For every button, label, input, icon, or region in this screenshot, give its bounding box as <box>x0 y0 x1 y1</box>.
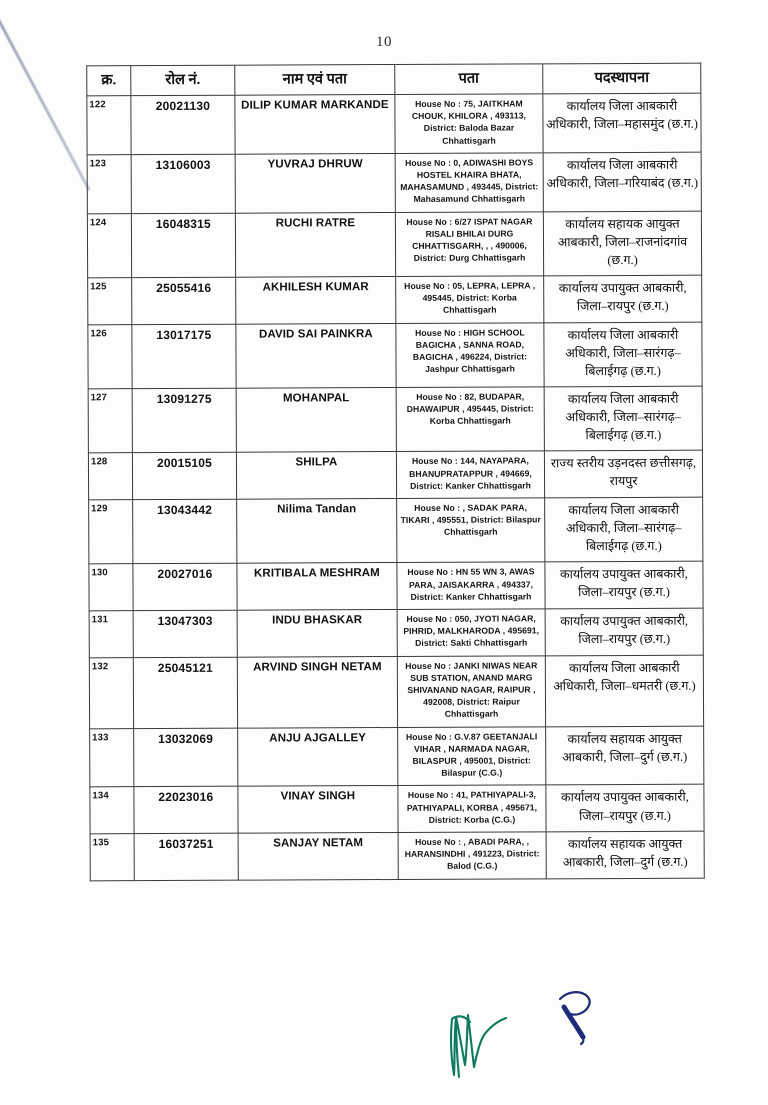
cell-address: House No : , SADAK PARA, TIKARI , 495551, District: Bilaspur Chhattisgarh <box>397 498 545 563</box>
cell-address: House No : 05, LEPRA, LEPRA , 495445, District: Korba Chhattisgarh <box>396 276 544 323</box>
table-row <box>89 497 703 564</box>
cell-serial-number: 134 <box>90 787 134 834</box>
cell-candidate-name: INDU BHASKAR <box>237 609 397 656</box>
cell-address: House No : JANKI NIWAS NEAR SUB STATION, ANAND MARG SHIVANAND NAGAR, RAIPUR , 492008, District: Raipur Chhattisgarh <box>397 655 545 727</box>
cell-serial-number: 132 <box>89 657 133 728</box>
cell-candidate-name: Nilima Tandan <box>237 498 397 563</box>
table-row <box>88 451 702 500</box>
cell-serial-number: 129 <box>89 500 133 565</box>
cell-roll-number: 16048315 <box>131 213 235 278</box>
cell-address: House No : 0, ADIWASHI BOYS HOSTEL KHAIRA BHATA, MAHASAMUND , 493445, District: Mahasamund Chhattisgarh <box>395 153 543 212</box>
cell-posting: राज्य स्तरीय उड़नदस्त छत्तीसगढ़, रायपुर <box>544 451 702 498</box>
cell-posting: कार्यालय उपायुक्त आबकारी, जिला–रायपुर (छ.ग.) <box>545 562 703 609</box>
cell-posting: कार्यालय उपायुक्त आबकारी, जिला–रायपुर (छ.ग.) <box>544 275 702 322</box>
cell-address: House No : 82, BUDAPAR, DHAWAIPUR , 495445, District: Korba Chhattisgarh <box>396 387 544 452</box>
cell-address: House No : G.V.87 GEETANJALI VIHAR , NARMADA NAGAR, BILASPUR , 495001, District: Bilaspur (C.G.) <box>398 726 546 785</box>
table-row <box>87 211 701 278</box>
cell-candidate-name: ARVIND SINGH NETAM <box>237 656 397 728</box>
cell-posting: कार्यालय सहायक आयुक्त आबकारी, जिला–राजनांदगांव (छ.ग.) <box>543 211 701 276</box>
cell-posting: कार्यालय जिला आबकारी अधिकारी, जिला–सारंगढ़– बिलाईगढ़ (छ.ग.) <box>544 386 702 451</box>
signature-blue <box>550 985 620 1055</box>
cell-roll-number: 13106003 <box>131 154 235 213</box>
cell-roll-number: 22023016 <box>134 787 238 834</box>
cell-candidate-name: DAVID SAI PAINKRA <box>236 323 396 388</box>
column-header-posting: पदस्थापना <box>543 63 701 94</box>
cell-posting: कार्यालय उपायुक्त आबकारी, जिला–रायपुर (छ.ग.) <box>545 608 703 655</box>
cell-roll-number: 20021130 <box>131 95 235 154</box>
cell-roll-number: 20015105 <box>132 453 236 500</box>
cell-serial-number: 133 <box>90 728 134 787</box>
table-row <box>90 726 704 787</box>
cell-serial-number: 128 <box>88 453 132 500</box>
cell-posting: कार्यालय उपायुक्त आबकारी, जिला–रायपुर (छ.ग.) <box>546 785 704 832</box>
cell-posting: कार्यालय जिला आबकारी अधिकारी, जिला–गरियाबंद (छ.ग.) <box>543 152 701 212</box>
table-row <box>87 93 701 154</box>
cell-candidate-name: SANJAY NETAM <box>238 832 398 879</box>
cell-roll-number: 20027016 <box>133 564 237 611</box>
cell-serial-number: 135 <box>90 834 134 881</box>
cell-candidate-name: KRITIBALA MESHRAM <box>237 563 397 610</box>
page-number: 10 <box>376 34 392 50</box>
cell-candidate-name: VINAY SINGH <box>238 786 398 833</box>
cell-address: House No : 75, JAITKHAM CHOUK, KHILORA , 493113, District: Baloda Bazar Chhattisgarh <box>395 94 543 153</box>
cell-roll-number: 25045121 <box>133 657 237 728</box>
signature-block <box>430 985 670 1095</box>
table-row <box>89 562 703 611</box>
cell-roll-number: 13043442 <box>133 499 237 564</box>
cell-posting: कार्यालय जिला आबकारी अधिकारी, जिला–सारंगढ़– बिलाईगढ़ (छ.ग.) <box>544 322 702 387</box>
column-header-roll-no: रोल नं. <box>131 65 235 95</box>
roster-table <box>86 63 705 881</box>
cell-address: House No : 6/27 ISPAT NAGAR RISALI BHILAI DURG CHHATTISGARH, , , 490006, District: Durg Chhattisgarh <box>395 211 543 276</box>
cell-roll-number: 13017175 <box>132 324 236 389</box>
table-row <box>88 322 702 389</box>
table-row <box>87 152 701 213</box>
cell-posting: कार्यालय जिला आबकारी अधिकारी, जिला–सारंगढ़– बिलाईगढ़ (छ.ग.) <box>545 497 703 562</box>
column-header-address: पता <box>395 64 543 95</box>
cell-posting: कार्यालय सहायक आयुक्त आबकारी, जिला–दुर्ग (छ.ग.) <box>546 726 704 786</box>
cell-serial-number: 130 <box>89 564 133 611</box>
signature-green <box>440 991 550 1086</box>
cell-candidate-name: SHILPA <box>236 452 396 499</box>
roster-table-container <box>86 63 704 881</box>
cell-address: House No : 050, JYOTI NAGAR, PIHRID, MALKHARODA , 495691, District: Sakti Chhattisgarh <box>397 609 545 656</box>
cell-serial-number: 123 <box>87 154 131 213</box>
cell-roll-number: 25055416 <box>132 277 236 324</box>
scan-artifact-streak <box>0 0 91 191</box>
cell-candidate-name: ANJU AJGALLEY <box>238 727 398 787</box>
cell-candidate-name: DILIP KUMAR MARKANDE <box>235 94 395 154</box>
column-header-name: नाम एवं पता <box>235 64 395 95</box>
table-row <box>90 785 704 834</box>
cell-candidate-name: RUCHI RATRE <box>235 212 395 277</box>
table-row <box>88 386 702 453</box>
cell-address: House No : , ABADI PARA, , HARANSINDHI , 491223, District: Balod (C.G.) <box>398 832 546 879</box>
table-row <box>89 655 703 729</box>
column-header-serial: क्र. <box>87 66 131 96</box>
cell-candidate-name: MOHANPAL <box>236 387 396 452</box>
cell-address: House No : 144, NAYAPARA, BHANUPRATAPPUR , 494669, District: Kanker Chhattisgarh <box>396 451 544 498</box>
table-row <box>89 608 703 657</box>
cell-address: House No : 41, PATHIYAPALI-3, PATHIYAPALI, KORBA , 495671, District: Korba (C.G.) <box>398 785 546 832</box>
table-header-row <box>87 63 701 96</box>
cell-serial-number: 126 <box>88 324 132 389</box>
cell-roll-number: 13047303 <box>133 610 237 657</box>
cell-serial-number: 125 <box>88 278 132 325</box>
table-row <box>88 275 702 324</box>
cell-serial-number: 131 <box>89 611 133 658</box>
cell-address: House No : HN 55 WN 3, AWAS PARA, JAISAKARRA , 494337, District: Kanker Chhattisgarh <box>397 562 545 609</box>
cell-candidate-name: YUVRAJ DHRUW <box>235 153 395 213</box>
cell-roll-number: 13032069 <box>134 728 238 787</box>
cell-posting: कार्यालय जिला आबकारी अधिकारी, जिला–महासमुंद (छ.ग.) <box>543 93 701 153</box>
cell-serial-number: 122 <box>87 96 131 155</box>
cell-posting: कार्यालय जिला आबकारी अधिकारी, जिला–धमतरी (छ.ग.) <box>545 655 703 727</box>
cell-posting: कार्यालय सहायक आयुक्त आबकारी, जिला–दुर्ग (छ.ग.) <box>546 831 704 878</box>
cell-serial-number: 127 <box>88 389 132 454</box>
table-row <box>90 831 704 880</box>
roster-table-body <box>87 93 704 880</box>
cell-roll-number: 13091275 <box>132 388 236 453</box>
cell-candidate-name: AKHILESH KUMAR <box>236 276 396 323</box>
cell-roll-number: 16037251 <box>134 833 238 880</box>
cell-address: House No : HIGH SCHOOL BAGICHA , SANNA ROAD, BAGICHA , 496224, District: Jashpur Chhattisgarh <box>396 322 544 387</box>
cell-serial-number: 124 <box>87 213 131 278</box>
